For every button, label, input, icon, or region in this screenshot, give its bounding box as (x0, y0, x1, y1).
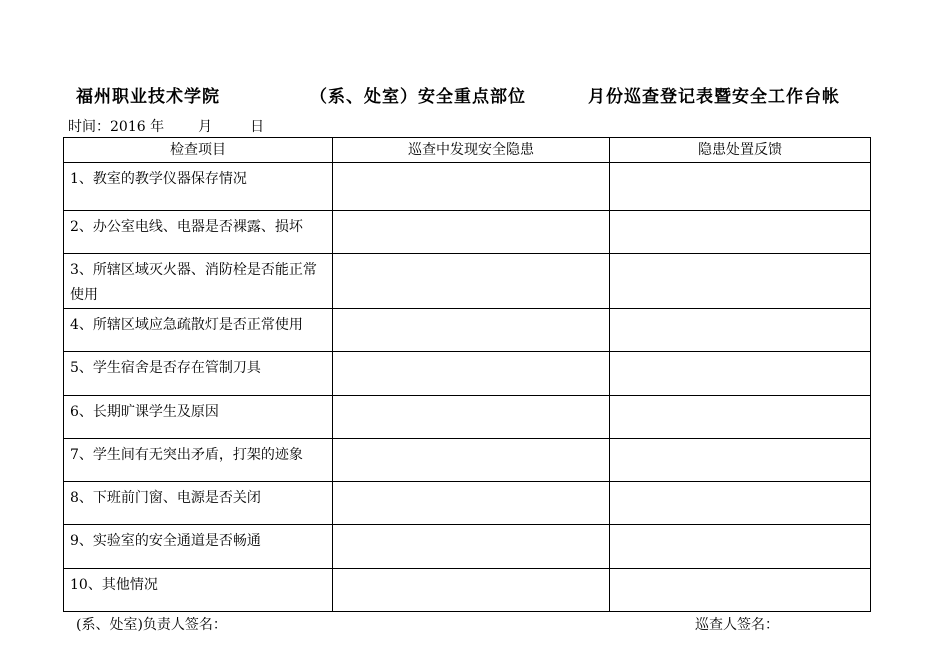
check-item: 2、办公室电线、电器是否裸露、损坏 (64, 211, 333, 254)
table-row (64, 396, 871, 439)
feedback-cell[interactable] (610, 163, 871, 211)
feedback-cell[interactable] (610, 569, 871, 612)
date-label: 时间： (68, 119, 110, 135)
finding-cell[interactable] (333, 163, 610, 211)
table-row (64, 352, 871, 396)
date-month: 月 (198, 119, 213, 135)
check-item: 5、学生宿舍是否存在管制刀具 (64, 352, 333, 396)
check-item: 6、长期旷课学生及原因 (64, 396, 333, 439)
feedback-cell[interactable] (610, 439, 871, 482)
header-handling-feedback: 隐患处置反馈 (610, 138, 871, 163)
feedback-cell[interactable] (610, 525, 871, 569)
feedback-cell[interactable] (610, 309, 871, 352)
finding-cell[interactable] (333, 525, 610, 569)
check-item: 9、实验室的安全通道是否畅通 (64, 525, 333, 569)
finding-cell[interactable] (333, 254, 610, 309)
finding-cell[interactable] (333, 569, 610, 612)
school-name: 福州职业技术学院 (76, 87, 220, 107)
header-hazard-found: 巡查中发现安全隐患 (333, 138, 610, 163)
table-row (64, 163, 871, 211)
dept-head-signature-label: (系、处室)负责人签名： (76, 617, 227, 633)
check-item: 7、学生间有无突出矛盾，打架的迹象 (64, 439, 333, 482)
feedback-cell[interactable] (610, 211, 871, 254)
form-title (76, 82, 876, 106)
table-row (64, 439, 871, 482)
finding-cell[interactable] (333, 439, 610, 482)
table-row (64, 309, 871, 352)
feedback-cell[interactable] (610, 254, 871, 309)
date-line (68, 116, 264, 136)
table-row (64, 525, 871, 569)
check-item: 4、所辖区域应急疏散灯是否正常使用 (64, 309, 333, 352)
department-title: （系、处室）安全重点部位 (310, 87, 526, 107)
check-item: 8、下班前门窗、电源是否关闭 (64, 482, 333, 525)
finding-cell[interactable] (333, 211, 610, 254)
inspector-signature-label: 巡查人签名： (695, 617, 779, 633)
feedback-cell[interactable] (610, 352, 871, 396)
table-row (64, 211, 871, 254)
finding-cell[interactable] (333, 352, 610, 396)
table-row (64, 569, 871, 612)
check-item: 10、其他情况 (64, 569, 333, 612)
table-row (64, 482, 871, 525)
inspection-table (63, 137, 871, 612)
check-item: 1、教室的教学仪器保存情况 (64, 163, 333, 211)
check-item: 3、所辖区域灭火器、消防栓是否能正常使用 (64, 254, 333, 309)
finding-cell[interactable] (333, 482, 610, 525)
date-day: 日 (250, 119, 265, 135)
feedback-cell[interactable] (610, 482, 871, 525)
header-check-item: 检查项目 (64, 138, 333, 163)
date-year: 2016 年 (110, 119, 165, 135)
table-header-row (64, 138, 871, 163)
finding-cell[interactable] (333, 309, 610, 352)
table-row (64, 254, 871, 309)
month-title: 月份巡查登记表暨安全工作台帐 (588, 87, 840, 107)
finding-cell[interactable] (333, 396, 610, 439)
feedback-cell[interactable] (610, 396, 871, 439)
